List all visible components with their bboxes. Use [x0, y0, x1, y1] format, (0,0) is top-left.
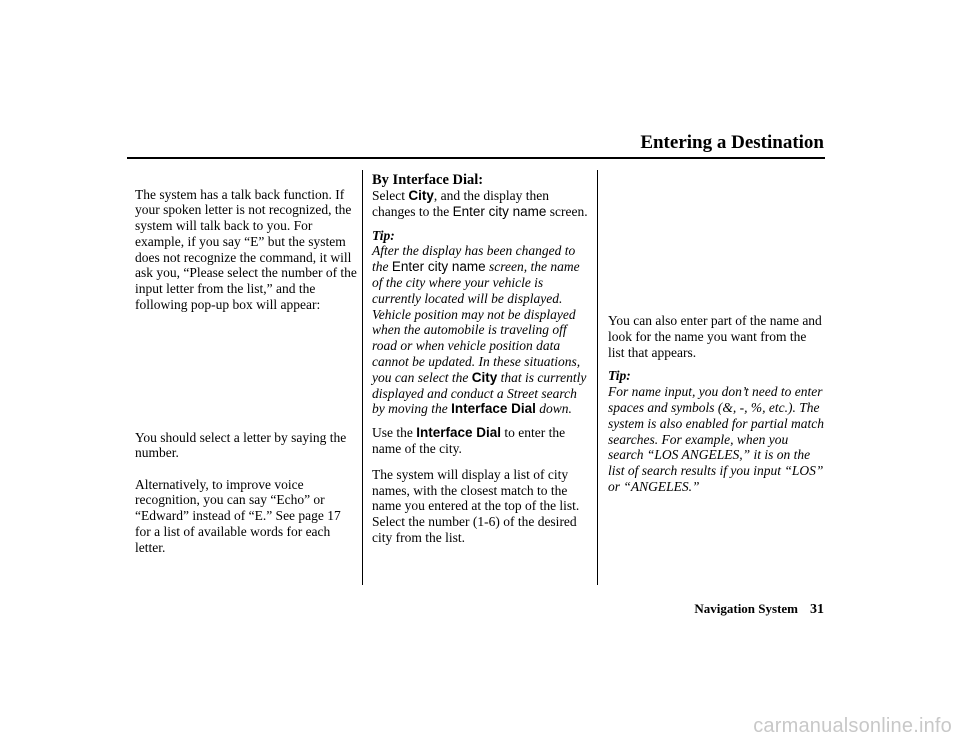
interface-dial-label: Interface Dial [416, 425, 502, 441]
watermark: carmanualsonline.info [753, 715, 952, 737]
use-dial-paragraph: Use the Interface Dial to enter the name of the city. [372, 425, 566, 456]
column-divider-right [597, 170, 598, 585]
enter-city-name-label: Enter city name [452, 203, 547, 219]
city-list-paragraph: The system will display a list of city names, with the closest match to the name you entered at the top of the list. Select the number (1-6) of the desired city from the list. [372, 466, 580, 545]
city-label: City [471, 369, 498, 385]
page-title: Entering a Destination [640, 132, 824, 153]
footer-section-name: Navigation System [694, 601, 798, 616]
interface-dial-label: Interface Dial [451, 401, 536, 417]
tip-label: Tip: [372, 227, 395, 243]
talk-back-paragraph: The system has a talk back function. If your spoken letter is not recognized, the system will talk back to you. For example, if you say “E” but the system does not recognize the command, it will ask you, “Please select the number of the input letter from the list,” and the following pop-up box will appear: [135, 186, 357, 313]
tip-label: Tip: [608, 368, 631, 384]
enter-city-name-label: Enter city name [391, 259, 486, 275]
select-city-paragraph: Select City, and the display then changes to the Enter city name screen. [372, 188, 588, 219]
column-divider-left [362, 170, 363, 585]
tip-paragraph: For name input, you don’t need to enter spaces and symbols (&, -, %, etc.). The system is also enabled for partial match searches. For example, when you search “LOS ANGELES,” it is on the list of search results if you input “LOS” or “ANGELES.” [608, 384, 824, 494]
heading-rule [127, 157, 825, 159]
interface-dial-section [372, 172, 592, 546]
city-label: City [408, 188, 434, 203]
partial-name-paragraph: You can also enter part of the name and look for the name you want from the list that appears. [608, 313, 822, 360]
page-number: 31 [810, 602, 824, 617]
select-letter-paragraph: You should select a letter by saying the number. [135, 429, 347, 461]
partial-search-section [608, 313, 826, 495]
page-footer [694, 601, 824, 618]
tip-paragraph: After the display has been changed to the Enter city name screen, the name of the city where your vehicle is currently located will be displayed. Vehicle position may not be displayed when the automobile is traveling off road or when vehicle position data cannot be updated. In these situations, you can select the City that is currently displayed and conduct a Street search by moving the Interface Dial down. [372, 243, 587, 417]
alternative-words-paragraph: Alternatively, to improve voice recognition, you can say “Echo” or “Edward” instead of “E.” See page 17 for a list of available words for each letter. [135, 476, 341, 555]
section-subheading: By Interface Dial: [372, 172, 484, 188]
